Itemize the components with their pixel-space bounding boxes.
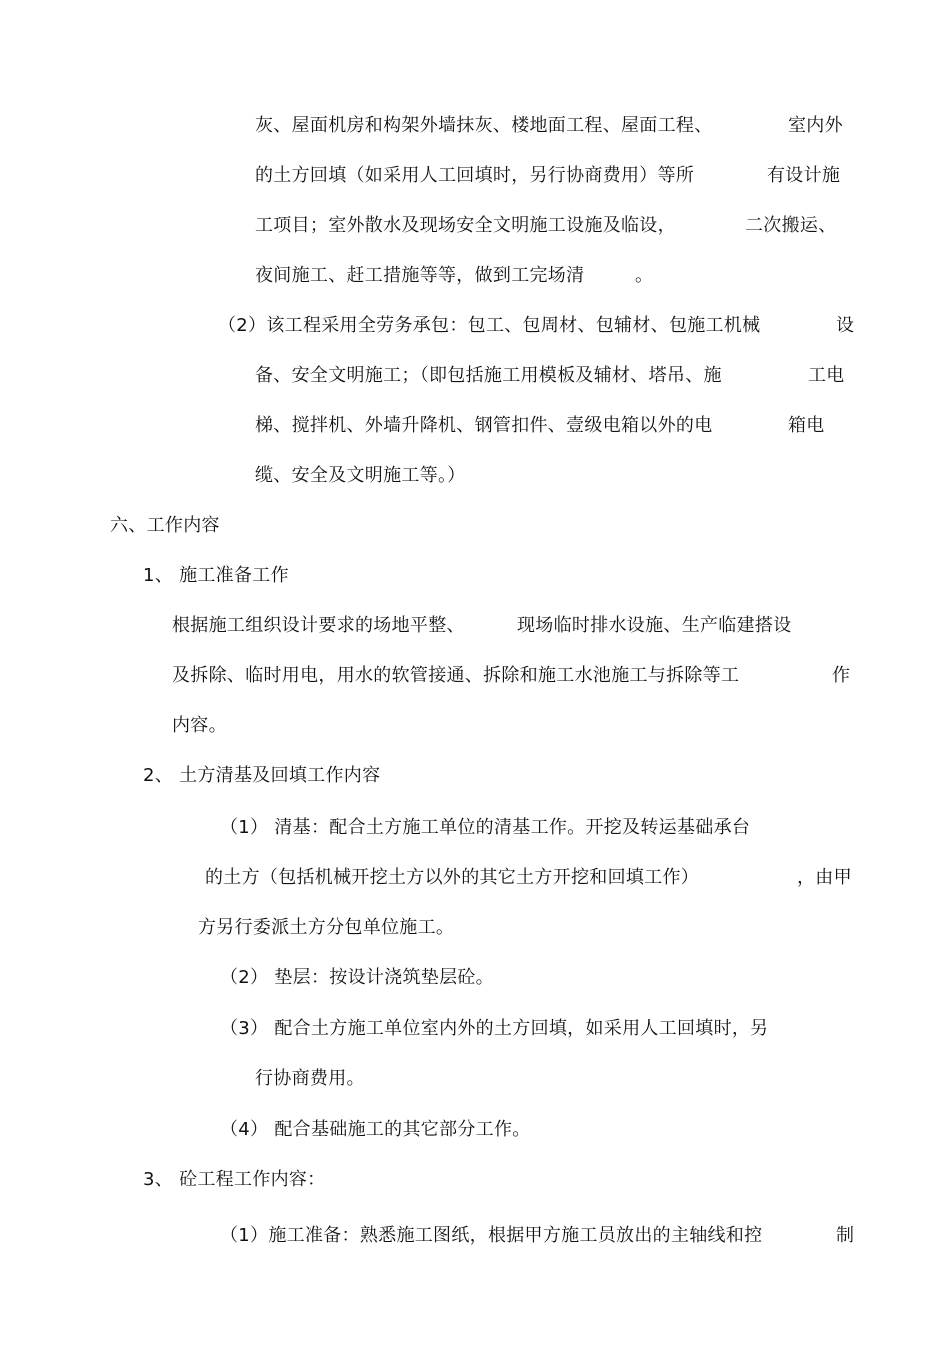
text-line: 方另行委派土方分包单位施工。 (198, 917, 455, 938)
text-line: 夜间施工、赶工措施等等，做到工完场清 。 (255, 265, 654, 286)
subsection-heading: 3、 砼工程工作内容： (143, 1169, 326, 1190)
text-line: （2） 垫层：按设计浇筑垫层砼。 (220, 967, 494, 988)
text-line: （3） 配合土方施工单位室内外的土方回填，如采用人工回填时，另 (220, 1018, 769, 1039)
text-line: 灰、屋面机房和构架外墙抹灰、楼地面工程、屋面工程、 室内外 (255, 115, 843, 136)
text-line: 工项目；室外散水及现场安全文明施工设施及临设， 二次搬运、 (255, 215, 837, 236)
text-line: 根据施工组织设计要求的场地平整、 现场临时排水设施、生产临建搭设 (172, 615, 792, 636)
text-line: 的土方回填（如采用人工回填时，另行协商费用）等所 有设计施 (255, 165, 841, 186)
text-line: （2）该工程采用全劳务承包：包工、包周材、包辅材、包施工机械 设 (218, 315, 855, 336)
text-line: 及拆除、临时用电，用水的软管接通、拆除和施工水池施工与拆除等工 作 (172, 665, 851, 686)
text-line: 内容。 (172, 715, 227, 736)
subsection-heading: 1、 施工准备工作 (143, 565, 289, 586)
text-line: 备、安全文明施工；（即包括施工用模板及辅材、塔吊、施 工电 (255, 365, 845, 386)
text-line: 缆、安全及文明施工等。） (255, 465, 466, 486)
text-line: （1）施工准备：熟悉施工图纸，根据甲方施工员放出的主轴线和控 制 (220, 1225, 855, 1246)
text-line: 行协商费用。 (255, 1068, 365, 1089)
text-line: 的土方（包括机械开挖土方以外的其它土方开挖和回填工作） ，由甲 (205, 867, 852, 888)
text-line: 梯、搅拌机、外墙升降机、钢管扣件、壹级电箱以外的电 箱电 (255, 415, 825, 436)
section-heading: 六、工作内容 (110, 515, 220, 536)
subsection-heading: 2、 土方清基及回填工作内容 (143, 765, 381, 786)
text-line: （1） 清基：配合土方施工单位的清基工作。开挖及转运基础承台 (220, 817, 751, 838)
text-line: （4） 配合基础施工的其它部分工作。 (220, 1119, 531, 1140)
